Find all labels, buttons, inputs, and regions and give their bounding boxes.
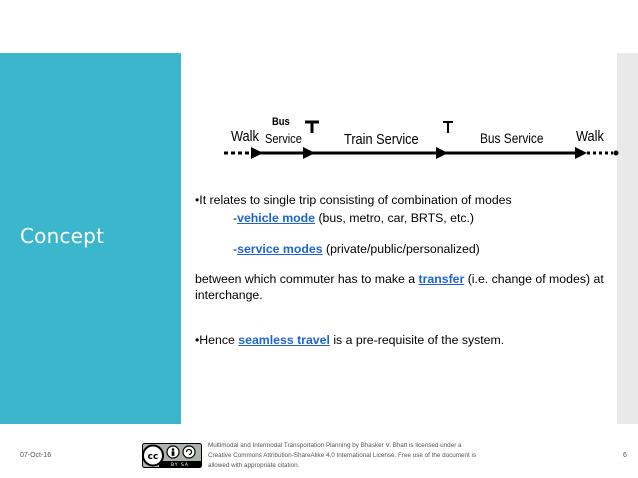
vehicle-mode-rest: (bus, metro, car, BRTS, etc.) xyxy=(315,211,475,225)
destination-dot xyxy=(614,151,619,156)
transfer-pre: between which commuter has to make a xyxy=(195,272,419,286)
mode-line-service xyxy=(233,242,480,256)
arrow-4 xyxy=(575,147,587,159)
transfer-line xyxy=(195,272,604,286)
transfer-line-2: interchange. xyxy=(195,288,263,302)
license-line-1: Multimodal and Intermodal Transportation Planning by Bhasker V. Bhatt is licensed under a xyxy=(208,442,462,449)
mode-line-vehicle xyxy=(233,211,474,225)
arrow-3 xyxy=(436,147,448,159)
walk-label-start: Walk xyxy=(231,128,259,145)
bullet-1: •It relates to single trip consisting of combination of modes xyxy=(195,193,512,207)
vehicle-mode-link[interactable]: vehicle mode xyxy=(237,211,316,225)
bus-service-label-line2: Service xyxy=(265,131,302,146)
cc-by-sa-badge xyxy=(142,443,202,468)
dash: - xyxy=(233,211,238,225)
bullet2-post: is a pre-requisite of the system. xyxy=(329,333,505,347)
transfer-t-1 xyxy=(305,122,319,133)
sa-icon xyxy=(183,446,195,458)
page-number: 6 xyxy=(623,452,627,459)
transfer-link[interactable]: transfer xyxy=(418,272,465,286)
bus-service-label-2: Bus Service xyxy=(480,130,544,146)
bus-service-label-line1: Bus xyxy=(272,116,290,128)
train-service-label: Train Service xyxy=(344,131,419,148)
service-modes-link[interactable]: service modes xyxy=(237,242,323,256)
bullet2-pre: •Hence xyxy=(195,333,239,347)
transfer-t-2 xyxy=(443,122,453,133)
trip-chain-diagram xyxy=(215,105,625,175)
service-modes-rest: (private/public/personalized) xyxy=(322,242,480,256)
license-text xyxy=(208,441,508,471)
svg-text:cc: cc xyxy=(147,452,159,462)
slide-title: Concept xyxy=(20,224,105,248)
cc-badge-label: BY SA xyxy=(170,463,190,468)
seamless-travel-link[interactable]: seamless travel xyxy=(238,333,330,347)
license-line-3: allowed with appropriate citation. xyxy=(208,462,300,469)
footer-date: 07-Oct-16 xyxy=(20,452,52,459)
arrow-2 xyxy=(303,147,315,159)
transfer-post: (i.e. change of modes) at xyxy=(464,272,604,286)
license-line-2: Creative Commons Attribution-ShareAlike 4.0 International License. Free use of the document is xyxy=(208,452,477,459)
arrow-1 xyxy=(251,147,263,159)
dash-2: - xyxy=(233,242,238,256)
walk-label-end: Walk xyxy=(576,128,604,145)
bullet-2 xyxy=(195,333,504,347)
